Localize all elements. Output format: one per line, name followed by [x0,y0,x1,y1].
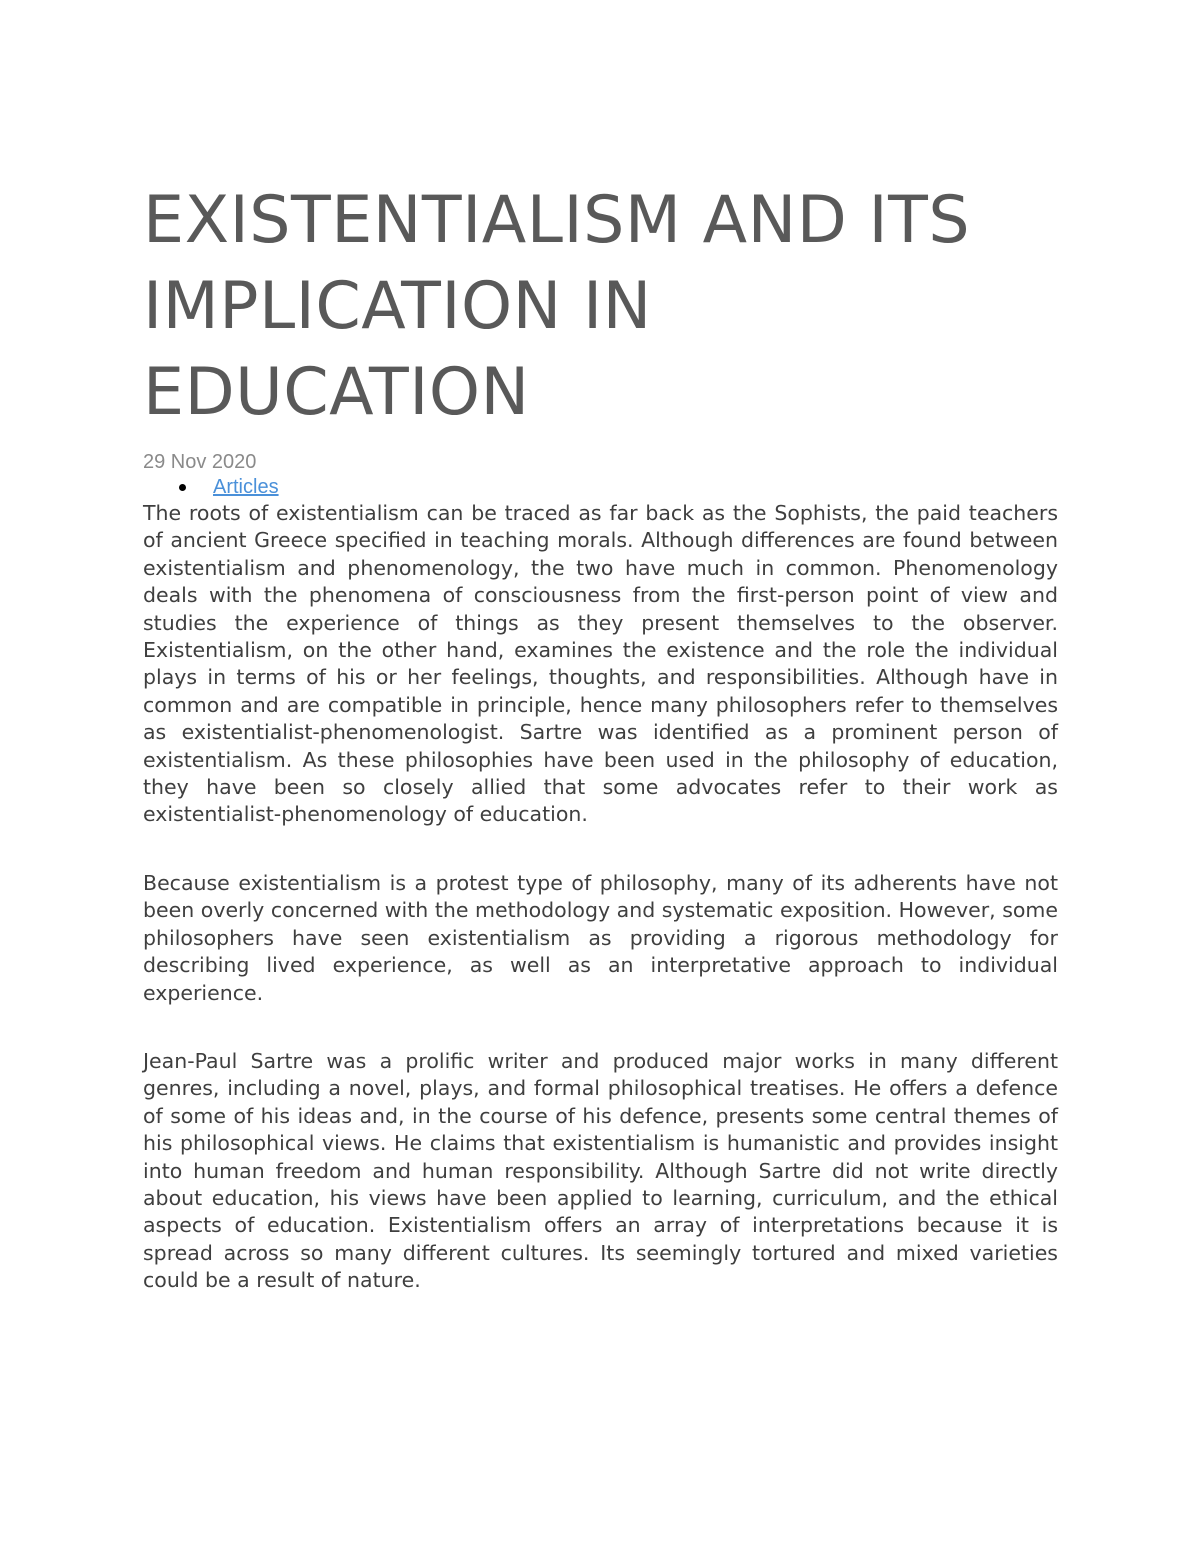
tag-list [143,474,1058,500]
article-content [143,178,1058,1295]
body-paragraph: Jean-Paul Sartre was a prolific writer and produced major works in many different genres, including a novel, plays, and formal philosophical treatises. He offers a defence of some of his ideas and, in the course of his defence, presents some central themes of his philosophical views. He claims that existentialism is humanistic and provides insight into human freedom and human responsibility. Although Sartre did not write directly about education, his views have been applied to learning, curriculum, and the ethical aspects of education. Existentialism offers an array of interpretations because it is spread across so many different cultures. Its seemingly tortured and mixed varieties could be a result of nature. [143,1048,1058,1293]
list-item [213,474,1058,500]
articles-link[interactable]: Articles [213,476,279,498]
body-paragraph: The roots of existentialism can be traced as far back as the Sophists, the paid teachers of ancient Greece specified in teaching morals. Although differences are found between existentialism and phenomenology, the two have much in common. Phenomenology deals with the phenomena of consciousness from the first-person point of view and studies the experience of things as they present themselves to the observer. Existentialism, on the other hand, examines the existence and the role the individual plays in terms of his or her feelings, thoughts, and responsibilities. Although have in common and are compatible in principle, hence many philosophers refer to themselves as existentialist-phenomenologist. Sartre was identified as a prominent person of existentialism. As these philosophies have been used in the philosophy of education, they have been so closely allied that some advocates refer to their work as existentialist-phenomenology of education. [143,501,1058,827]
publish-date: 29 Nov 2020 [143,451,257,473]
bullet-icon [179,484,186,491]
body-paragraph: Because existentialism is a protest type of philosophy, many of its adherents have not been overly concerned with the methodology and systematic exposition. However, some philosophers have seen existentialism as providing a rigorous methodology for describing lived experience, as well as an interpretative approach to individual experience. [143,870,1058,1005]
page-title: EXISTENTIALISM AND ITS IMPLICATION IN EDUCATION [143,183,971,430]
